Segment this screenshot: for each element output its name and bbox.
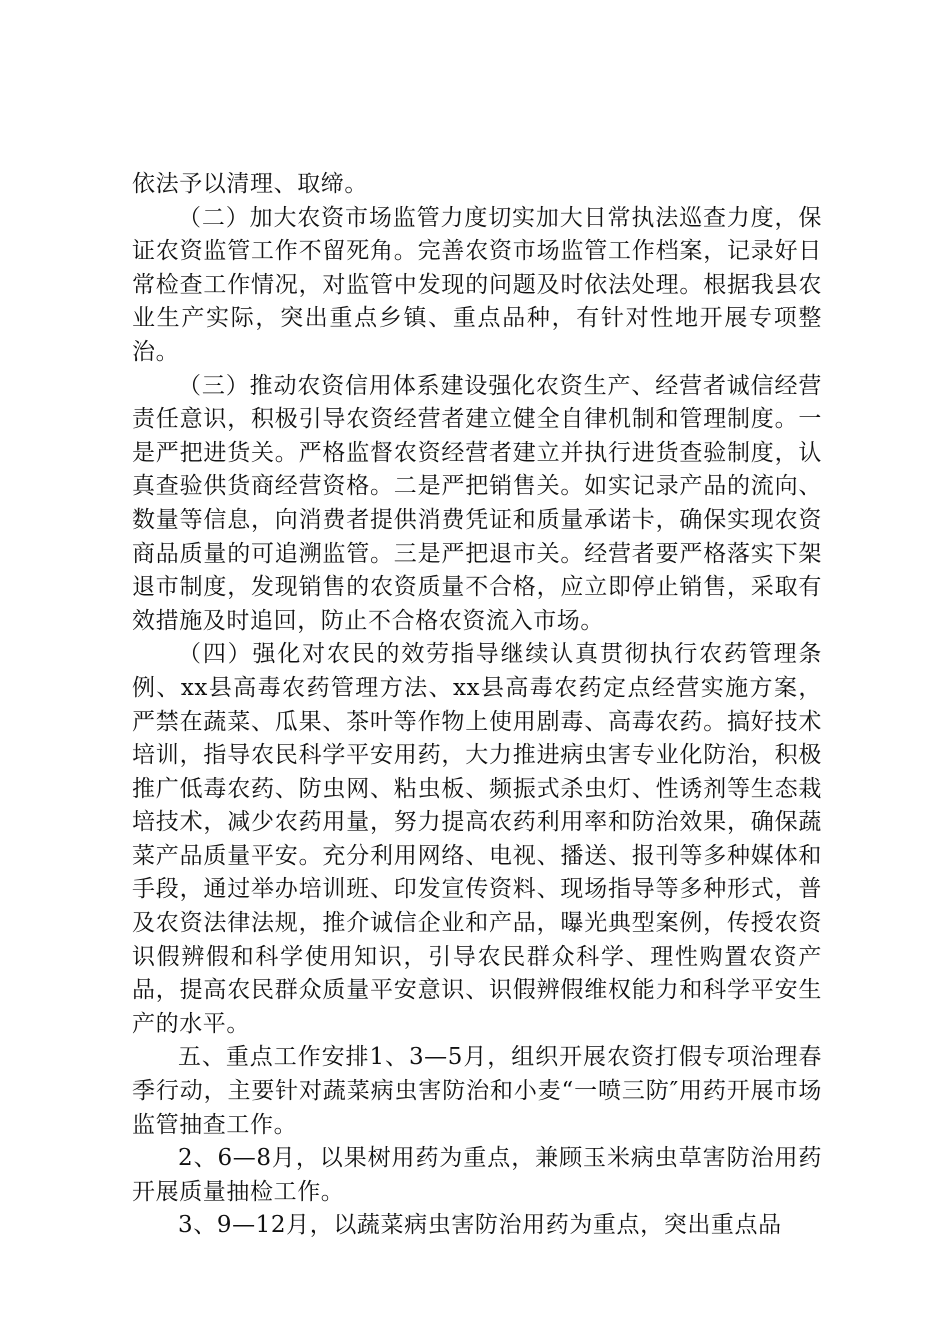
paragraph-key-work-plan: 五、重点工作安排1、3—5月，组织开展农资打假专项治理春季行动，主要针对蔬菜病虫害防治和小麦“一喷三防″用药开展市场监管抽查工作。 bbox=[132, 1044, 822, 1138]
paragraph-plan-item-2: 2、6—8月，以果树用药为重点，兼顾玉米病虫草害防治用药开展质量抽检工作。 bbox=[132, 1145, 822, 1205]
paragraph-section-3: （三）推动农资信用体系建设强化农资生产、经营者诚信经营责任意识，积极引导农资经营者建立健全自律机制和管理制度。一是严把进货关。严格监督农资经营者建立并执行进货查验制度，认真查验供货商经营资格。二是严把销售关。如实记录产品的流向、数量等信息，向消费者提供消费凭证和质量承诺卡，确保实现农资商品质量的可追溯监管。三是严把退市关。经营者要严格落实下架退市制度，发现销售的农资质量不合格，应立即停止销售，采取有效措施及时追回，防止不合格农资流入市场。 bbox=[132, 372, 822, 634]
paragraph-plan-item-3: 3、9—12月，以蔬菜病虫害防治用药为重点，突出重点品 bbox=[178, 1212, 782, 1239]
paragraph-section-2: （二）加大农资市场监管力度切实加大日常执法巡查力度，保证农资监管工作不留死角。完善农资市场监管工作档案，记录好日常检查工作情况，对监管中发现的问题及时依法处理。根据我县农业生产实际，突出重点乡镇、重点品种，有针对性地开展专项整治。 bbox=[132, 204, 822, 365]
paragraph-section-4: （四）强化对农民的效劳指导继续认真贯彻执行农药管理条例、xx县高毒农药管理方法、xx县高毒农药定点经营实施方案，严禁在蔬菜、瓜果、茶叶等作物上使用剧毒、高毒农药。搞好技术培训，指导农民科学平安用药，大力推进病虫害专业化防治，积极推广低毒农药、防虫网、粘虫板、频振式杀虫灯、性诱剂等生态栽培技术，减少农药用量，努力提高农药利用率和防治效果，确保蔬菜产品质量平安。充分利用网络、电视、播送、报刊等多种媒体和手段，通过举办培训班、印发宣传资料、现场指导等多种形式，普及农资法律法规，推介诚信企业和产品，曝光典型案例，传授农资识假辨假和科学使用知识，引导农民群众科学、理性购置农资产品，提高农民群众质量平安意识、识假辨假维权能力和科学平安生产的水平。 bbox=[132, 641, 822, 1037]
document-body bbox=[132, 168, 822, 1243]
paragraph-continuation: 依法予以清理、取缔。 bbox=[132, 171, 368, 197]
